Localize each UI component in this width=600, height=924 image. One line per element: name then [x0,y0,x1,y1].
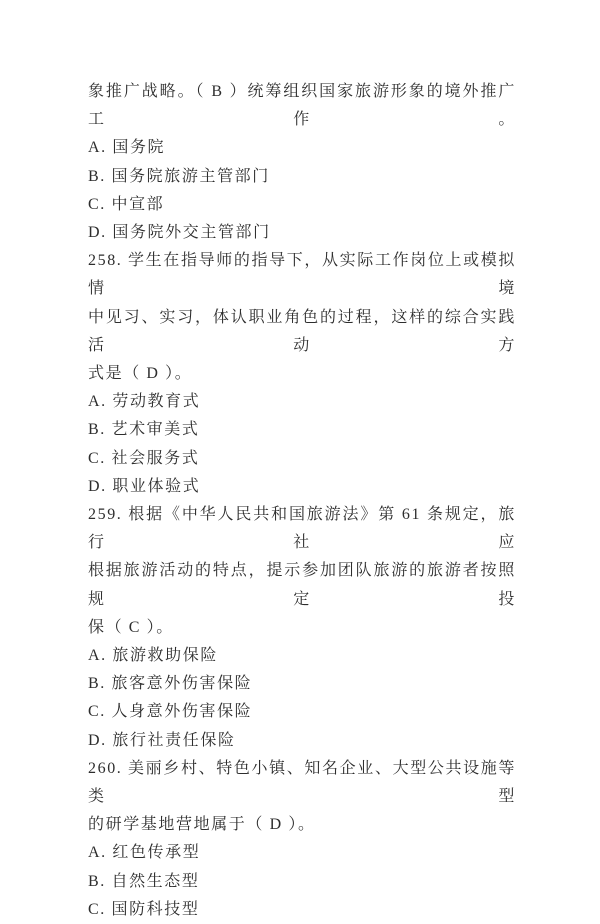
option-a: A. 旅游救助保险 [88,647,218,665]
option-b: B. 旅客意外伤害保险 [88,675,253,693]
option-c: C. 国防科技型 [88,900,200,918]
option-d: D. 旅行社责任保险 [88,731,236,749]
question-258 [88,247,516,501]
question-text-line: 的研学基地营地属于（ D ）。 [88,816,316,834]
option-b: B. 国务院旅游主管部门 [88,167,270,185]
question-257-continuation [88,78,516,247]
option-b: B. 自然生态型 [88,872,200,890]
question-259 [88,501,516,755]
option-a: A. 国务院 [88,139,166,157]
option-c: C. 人身意外伤害保险 [88,703,253,721]
question-text-line: 258. 学生在指导师的指导下，从实际工作岗位上或模拟情境 [88,252,516,298]
option-a: A. 红色传承型 [88,844,201,862]
option-d: D. 国务院外交主管部门 [88,224,271,242]
option-d: D. 职业体验式 [88,477,201,495]
question-text-line: 式是（ D ）。 [88,365,193,383]
question-text-line: 259. 根据《中华人民共和国旅游法》第 61 条规定，旅行社应 [88,506,516,552]
option-b: B. 艺术审美式 [88,421,200,439]
question-260 [88,755,516,924]
option-a: A. 劳动教育式 [88,393,201,411]
question-text-line: 象推广战略。（ B ）统筹组织国家旅游形象的境外推广工作。 [88,83,516,129]
exam-text-block [88,78,516,924]
question-text-line: 根据旅游活动的特点，提示参加团队旅游的旅游者按照规定投 [88,562,516,608]
question-text-line: 260. 美丽乡村、特色小镇、知名企业、大型公共设施等类型 [88,759,516,806]
question-text-line: 保（ C ）。 [88,618,174,636]
option-c: C. 中宣部 [88,195,165,213]
question-text-line: 中见习、实习，体认职业角色的过程，这样的综合实践活动方 [88,308,516,354]
option-c: C. 社会服务式 [88,449,200,467]
